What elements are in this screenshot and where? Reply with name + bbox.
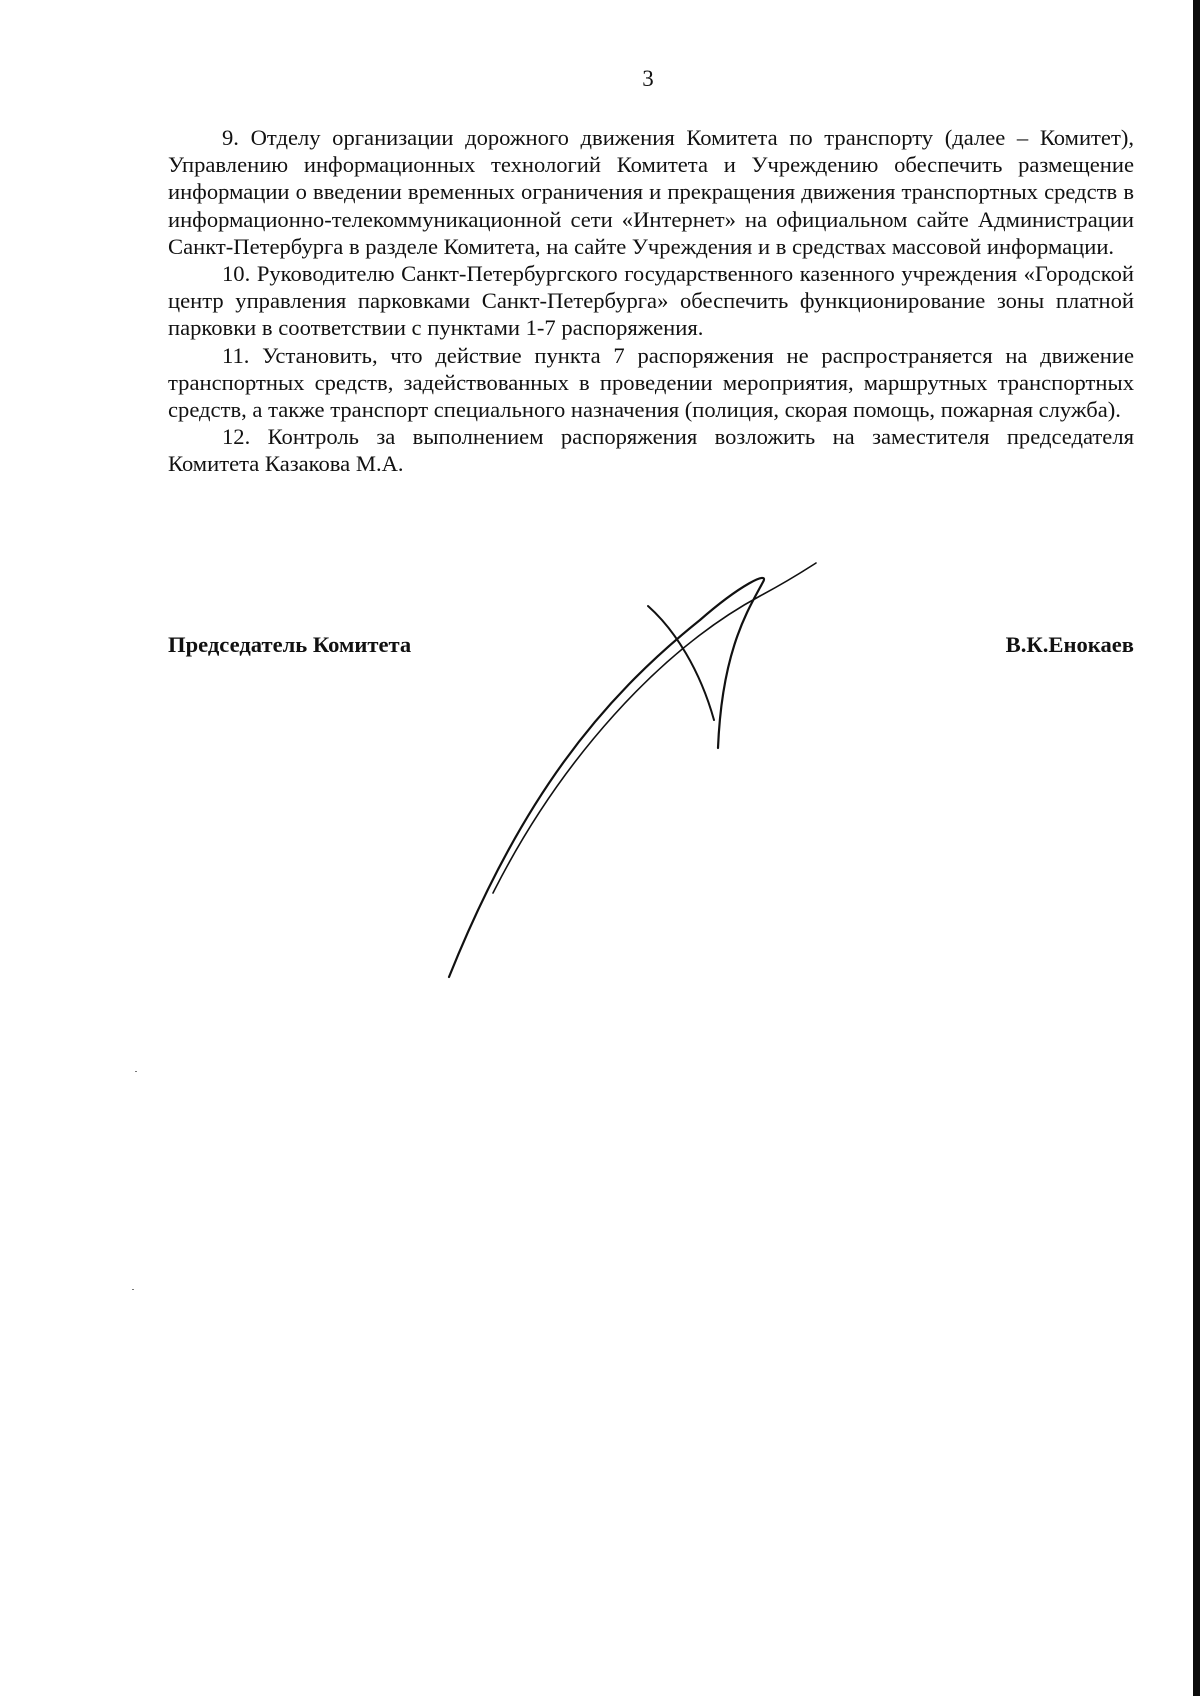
paragraph-11: 11. Установить, что действие пункта 7 распоряжения не распространяется на движение транспортных средств, задействованных в проведении мероприятия, маршрутных транспортных средств, а также транспорт специального назначения (полиция, скорая помощь, пожарная служба). [168,342,1134,423]
scan-edge-shadow [1193,0,1200,1696]
signature-stroke-main [449,578,764,977]
scan-speck [135,1071,137,1072]
signatory-name: В.К.Енокаев [1005,632,1134,657]
document-body [168,124,1134,478]
scan-speck [132,1289,134,1290]
signatory-position: Председатель Комитета [168,632,412,657]
paragraph-10: 10. Руководителю Санкт-Петербургского государственного казенного учреждения «Городской центр управления парковками Санкт-Петербурга» обеспечить функционирование зоны платной парковки в соответствии с пунктами 1-7 распоряжения. [168,261,1134,341]
paragraph-9: 9. Отделу организации дорожного движения Комитета по транспорту (далее – Комитет), Управлению информационных технологий Комитета и Учреждению обеспечить размещение информации о введении временных ограничения и прекращения движения транспортных средств в информационно-телекоммуникационной сети «Интернет» на официальном сайте Администрации Санкт-Петербурга в разделе Комитета, на сайте Учреждения и в средствах массовой информации. [168,125,1134,259]
paragraph-12: 12. Контроль за выполнением распоряжения возложить на заместителя председателя Комитета Казакова М.А. [168,424,1134,477]
signature-stroke-tail [802,563,816,572]
signature-stroke-cross [648,606,714,720]
signature-stroke-inner [493,563,816,893]
page-number: 3 [642,66,654,91]
